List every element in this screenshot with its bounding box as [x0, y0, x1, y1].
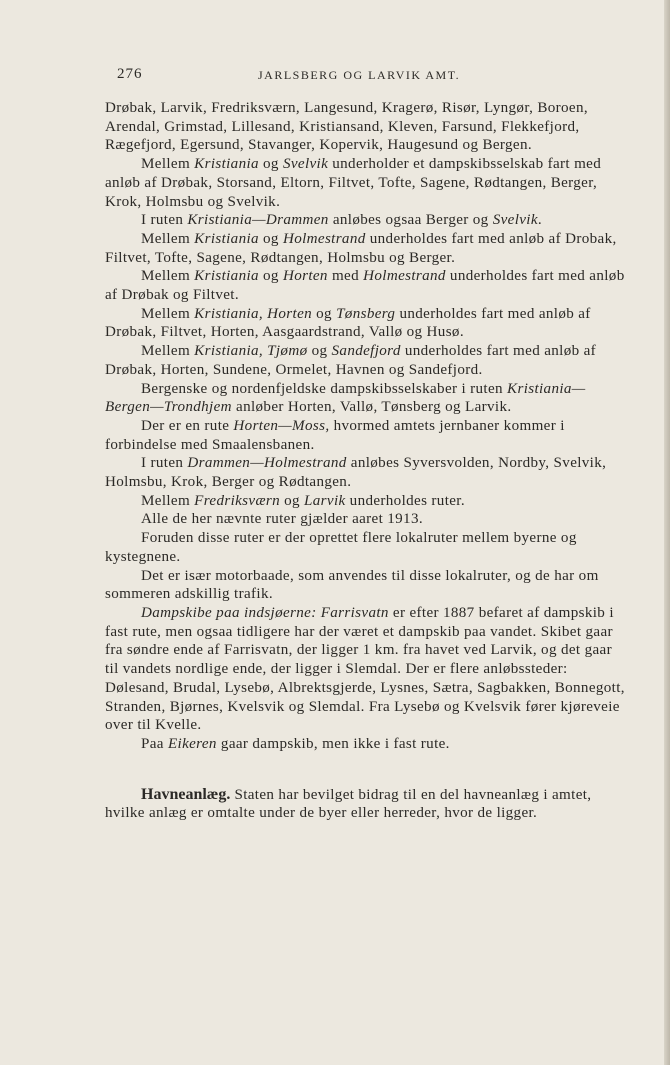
text-run: og — [258, 156, 283, 173]
text-run: Der er en rute — [141, 417, 234, 434]
place-name: Eikeren — [167, 735, 217, 752]
place-name: Larvik — [304, 492, 346, 509]
place-name: Holmestrand — [363, 268, 446, 285]
place-name: Tønsberg — [336, 305, 396, 322]
place-name: Svelvik — [492, 212, 538, 229]
place-name: Kristiania—Drammen — [187, 212, 329, 229]
text-run: gaar dampskib, men ikke i fast rute. — [216, 735, 450, 752]
paragraph — [105, 604, 628, 735]
paragraph — [105, 342, 628, 379]
place-name: Kristiania—Bergen—Trondhjem — [105, 380, 586, 416]
paragraph — [105, 567, 628, 604]
text-run: underholdes fart med anløb af Drøbak og Filtvet. — [105, 268, 625, 304]
section-gap — [105, 754, 628, 786]
text-run: I ruten — [141, 455, 188, 472]
text-run: anløbes Syversvolden, Nordby, Svelvik, Holmsbu, Krok, Berger og Rødtangen. — [105, 455, 607, 491]
text-run: underholdes fart med anløb af Drøbak, Filtvet, Horten, Aasgaardstrand, Vallø og Husø. — [105, 305, 591, 341]
paragraph — [105, 305, 628, 342]
place-name: Holmestrand — [282, 230, 366, 247]
text-run: Mellem — [141, 268, 195, 285]
place-name: Kristiania — [194, 230, 259, 247]
place-name: Kristiania — [194, 268, 259, 285]
section-lead-in: Dampskibe paa indsjøerne: Farrisvatn — [141, 604, 389, 621]
text-run: I ruten — [141, 212, 188, 229]
place-name: Sandefjord — [331, 343, 401, 360]
text-run: og — [279, 492, 305, 509]
place-name: Kristiania, Tjømø — [194, 343, 308, 360]
place-name: Svelvik — [282, 156, 329, 173]
text-run: underholder et dampskibsselskab fart med anløb af Drøbak, Storsand, Eltorn, Filtvet, Tofte, Sagene, Rødtangen, Berger, Krok, Holmsbu og Svelvik. — [105, 156, 602, 210]
text-run: Mellem — [141, 156, 195, 173]
place-name: Fredriksværn — [194, 492, 280, 509]
place-name: Horten — [282, 268, 328, 285]
text-run: underholdes ruter. — [345, 492, 465, 509]
paragraph — [105, 380, 628, 417]
paragraph — [105, 155, 628, 211]
paragraph — [105, 99, 628, 155]
text-run: Mellem — [141, 492, 195, 509]
paragraph — [105, 211, 628, 230]
text-run: er efter 1887 befaret af dampskib i fast rute, men ogsaa tidligere har der været et dampskib paa vandet. Skibet gaar fra søndre ende af Farrisvatn, der ligger 1 km. fra havet ved Larvik, og det gaar til vandets nordlige ende, der ligger i Slemdal. Der er flere anløbssteder: Dølesand, Brudal, Lysebø, Albrektsgjerde, Lysnes, Sætra, Sagbakken, Bonnegott, Stranden, Bjørnes, Kvelsvik og Slemdal. Fra Lysebø og Kvelsvik fører kjøreveie over til Kvelle. — [105, 604, 625, 734]
text-run: og — [258, 268, 283, 285]
text-run: anløbes ogsaa Berger og — [328, 212, 493, 229]
place-name: Drammen—Holmestrand — [187, 455, 347, 472]
text-run: hvormed amtets jernbaner kommer i forbindelse med Smaalensbanen. — [105, 417, 565, 453]
paragraph — [105, 510, 628, 529]
text-run: og — [258, 230, 283, 247]
text-run: . — [537, 212, 543, 229]
paragraph-text: Det er især motorbaade, som anvendes til disse lokalruter, og de har om sommeren adskillig trafik. — [105, 567, 599, 603]
paragraph-text: Staten har bevilget bidrag til en del havneanlæg i amtet, hvilke anlæg er omtalte under de byer eller herreder, hvor de ligger. — [105, 786, 592, 822]
text-run: anløber Horten, Vallø, Tønsberg og Larvik. — [231, 399, 512, 416]
text-run: underholdes fart med anløb af Drøbak, Horten, Sundene, Ormelet, Havnen og Sandefjord. — [105, 343, 597, 378]
paragraph — [105, 267, 628, 304]
paragraph-text: Alle de her nævnte ruter gjælder aaret 1913. — [141, 511, 423, 528]
paragraph — [105, 230, 628, 267]
harbour-paragraph — [105, 786, 628, 823]
page-header — [0, 66, 670, 86]
text-run: med — [327, 268, 364, 285]
paragraph — [105, 492, 628, 511]
page-number: 276 — [117, 66, 143, 82]
section-heading: Havneanlæg. — [141, 785, 231, 803]
text-run: Mellem — [141, 305, 195, 322]
place-name: Kristiania — [194, 156, 259, 173]
paragraph — [105, 417, 628, 454]
text-run: Mellem — [141, 230, 195, 247]
text-run: Bergenske og nordenfjeldske dampskibsselskaber i ruten — [141, 380, 508, 397]
paragraph-text: Foruden disse ruter er der oprettet flere lokalruter mellem byerne og kystegnene. — [105, 530, 577, 565]
text-run: og — [307, 343, 332, 360]
text-run: Paa — [141, 735, 168, 752]
place-name: Kristiania, Horten — [194, 305, 313, 322]
text-run: underholdes fart med anløb af Drobak, Filtvet, Tofte, Sagene, Rødtangen, Holmsbu og Berger. — [105, 230, 617, 266]
paragraph — [105, 735, 628, 754]
running-title: JARLSBERG OG LARVIK AMT. — [258, 68, 461, 82]
text-run: og — [312, 305, 337, 322]
page-edge — [664, 0, 670, 1065]
paragraph — [105, 454, 628, 491]
body-text — [105, 99, 628, 823]
text-run: Mellem — [141, 343, 195, 360]
paragraph — [105, 529, 628, 566]
paragraph-text: Drøbak, Larvik, Fredriksværn, Langesund, Kragerø, Risør, Lyngør, Boroen, Arendal, Grimstad, Lillesand, Kristiansand, Kleven, Farsund, Flekkefjord, Rægefjord, Egersund, Stavanger, Kopervik, Haugesund og Bergen. — [105, 100, 589, 154]
place-name: Horten—Moss, — [233, 417, 330, 434]
